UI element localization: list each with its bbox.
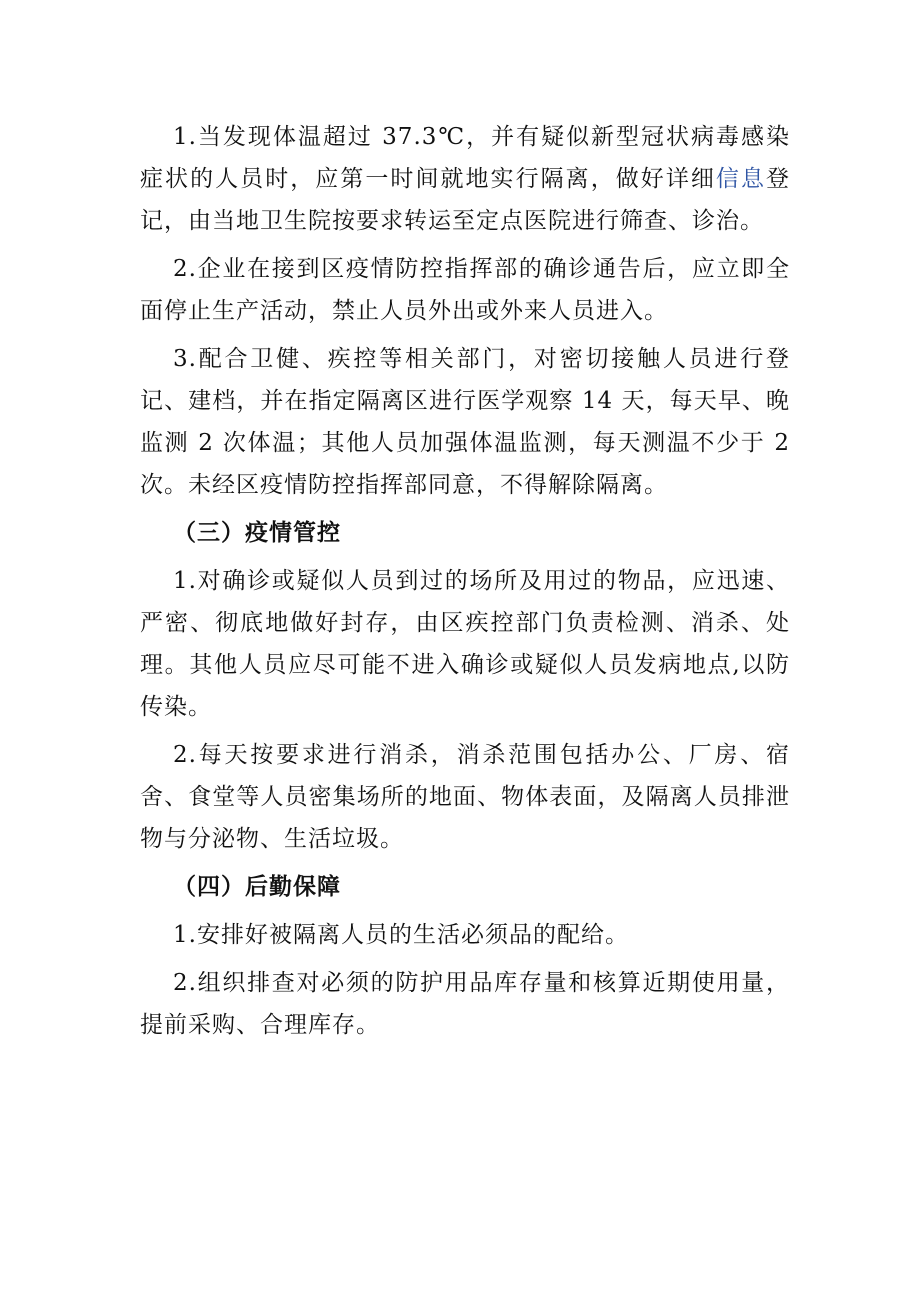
paragraph-text: 登记，由当地卫生院按要求转运至定点医院进行筛查、诊治。 [140, 166, 791, 234]
paragraph-close-contacts: 3.配合卫健、疾控等相关部门，对密切接触人员进行登记、建档，并在指定隔离区进行医学观察 14 天，每天早、晚监测 2 次体温；其他人员加强体温监测，每天测温不少于 2 次。未经区疫情防控指挥部同意，不得解除隔离。 [140, 346, 790, 498]
info-link[interactable]: 信息 [715, 166, 767, 192]
paragraph-stop-production: 2.企业在接到区疫情防控指挥部的确诊通告后，应立即全面停止生产活动，禁止人员外出或外来人员进入。 [140, 256, 790, 324]
paragraph-protective-stock: 2.组织排查对必须的防护用品库存量和核算近期使用量，提前采购、合理库存。 [140, 970, 790, 1038]
section-heading-logistics: （四）后勤保障 [173, 874, 341, 900]
paragraph-seal-sites: 1.对确诊或疑似人员到过的场所及用过的物品，应迅速、严密、彻底地做好封存，由区疾控部门负责检测、消杀、处理。其他人员应尽可能不进入确诊或疑似人员发病地点,以防传染。 [140, 568, 790, 720]
document-body [140, 116, 790, 1052]
paragraph-disinfection: 2.每天按要求进行消杀，消杀范围包括办公、厂房、宿舍、食堂等人员密集场所的地面、物体表面，及隔离人员排泄物与分泌物、生活垃圾。 [140, 742, 790, 852]
paragraph-supplies: 1.安排好被隔离人员的生活必须品的配给。 [173, 922, 629, 948]
paragraph-fever-isolation [140, 116, 790, 242]
section-heading-epidemic-control: （三）疫情管控 [173, 520, 341, 546]
paragraph-text: 1.当发现体温超过 37.3℃，并有疑似新型冠状病毒感染症状的人员时，应第一时间就地实行隔离，做好详细 [140, 124, 790, 192]
